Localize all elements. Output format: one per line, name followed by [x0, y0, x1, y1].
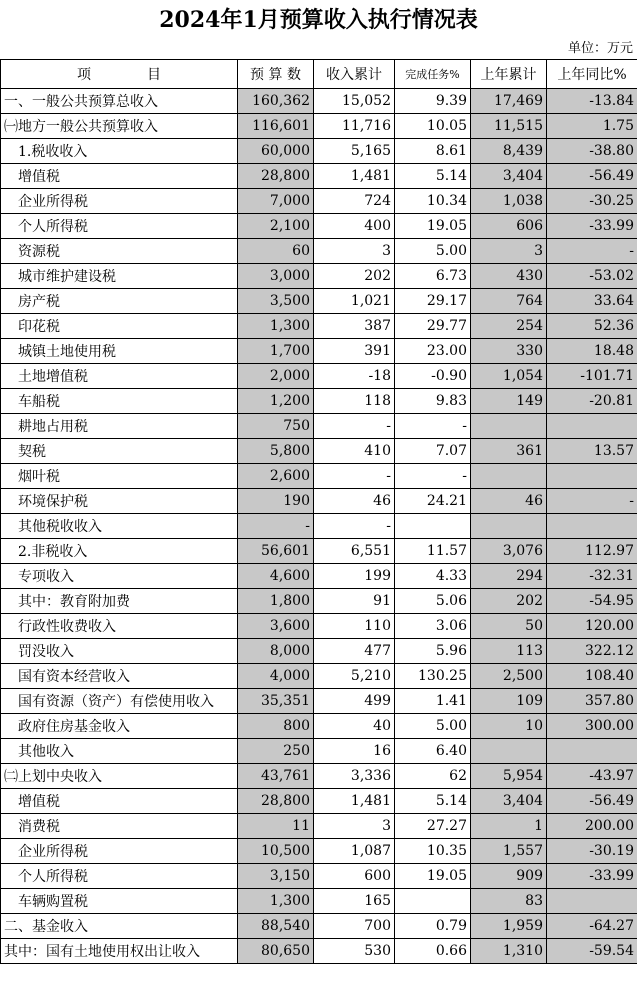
item-cell: 车船税 — [1, 389, 238, 414]
revenue-cell: 165 — [314, 889, 395, 914]
header-revenue-cumulative: 收入累计 — [314, 60, 395, 89]
header-completion-pct: 完成任务% — [395, 60, 471, 89]
completion-cell: 5.00 — [395, 239, 471, 264]
yoy-cell: -56.49 — [547, 789, 637, 814]
budget-cell: 3,150 — [238, 864, 314, 889]
item-cell: 2.非税收入 — [1, 539, 238, 564]
item-cell: 环境保护税 — [1, 489, 238, 514]
yoy-cell: 1.75 — [547, 114, 637, 139]
last-year-cell: 149 — [471, 389, 547, 414]
item-cell: 一、一般公共预算总收入 — [1, 89, 238, 114]
yoy-cell: 33.64 — [547, 289, 637, 314]
revenue-cell: 1,481 — [314, 789, 395, 814]
item-cell: 房产税 — [1, 289, 238, 314]
table-row — [1, 314, 637, 339]
last-year-cell: 113 — [471, 639, 547, 664]
budget-cell: 2,100 — [238, 214, 314, 239]
last-year-cell: 3,404 — [471, 164, 547, 189]
table-row — [1, 364, 637, 389]
budget-cell: 2,000 — [238, 364, 314, 389]
revenue-cell: 477 — [314, 639, 395, 664]
budget-cell: - — [238, 514, 314, 539]
yoy-cell: -59.54 — [547, 939, 637, 964]
item-cell: ㈡上划中央收入 — [1, 764, 238, 789]
last-year-cell: 2,500 — [471, 664, 547, 689]
last-year-cell: 1 — [471, 814, 547, 839]
revenue-cell: 40 — [314, 714, 395, 739]
revenue-cell: 3,336 — [314, 764, 395, 789]
revenue-cell: 91 — [314, 589, 395, 614]
item-cell: 个人所得税 — [1, 864, 238, 889]
completion-cell: 27.27 — [395, 814, 471, 839]
last-year-cell: 10 — [471, 714, 547, 739]
budget-cell: 3,600 — [238, 614, 314, 639]
table-row — [1, 839, 637, 864]
budget-cell: 60,000 — [238, 139, 314, 164]
budget-cell: 1,300 — [238, 314, 314, 339]
yoy-cell: 108.40 — [547, 664, 637, 689]
last-year-cell: 46 — [471, 489, 547, 514]
revenue-cell: 600 — [314, 864, 395, 889]
last-year-cell: 5,954 — [471, 764, 547, 789]
budget-cell: 1,800 — [238, 589, 314, 614]
completion-cell: 4.33 — [395, 564, 471, 589]
budget-cell: 88,540 — [238, 914, 314, 939]
table-row — [1, 664, 637, 689]
yoy-cell: -32.31 — [547, 564, 637, 589]
table-row — [1, 789, 637, 814]
revenue-cell: 410 — [314, 439, 395, 464]
table-row — [1, 139, 637, 164]
last-year-cell: 50 — [471, 614, 547, 639]
revenue-cell: 499 — [314, 689, 395, 714]
revenue-cell: 16 — [314, 739, 395, 764]
last-year-cell: 764 — [471, 289, 547, 314]
revenue-cell: 5,210 — [314, 664, 395, 689]
last-year-cell: 294 — [471, 564, 547, 589]
revenue-cell: 15,052 — [314, 89, 395, 114]
item-cell: 烟叶税 — [1, 464, 238, 489]
revenue-cell: -18 — [314, 364, 395, 389]
budget-cell: 11 — [238, 814, 314, 839]
budget-cell: 1,200 — [238, 389, 314, 414]
completion-cell: 10.05 — [395, 114, 471, 139]
item-cell: 车辆购置税 — [1, 889, 238, 914]
revenue-cell: - — [314, 514, 395, 539]
yoy-cell: - — [547, 489, 637, 514]
last-year-cell: 3,404 — [471, 789, 547, 814]
yoy-cell: -38.80 — [547, 139, 637, 164]
revenue-cell: 110 — [314, 614, 395, 639]
table-row — [1, 114, 637, 139]
last-year-cell: 17,469 — [471, 89, 547, 114]
completion-cell: 29.17 — [395, 289, 471, 314]
yoy-cell: 18.48 — [547, 339, 637, 364]
item-cell: 消费税 — [1, 814, 238, 839]
yoy-cell — [547, 889, 637, 914]
yoy-cell: 52.36 — [547, 314, 637, 339]
budget-cell: 160,362 — [238, 89, 314, 114]
yoy-cell: -53.02 — [547, 264, 637, 289]
revenue-cell: 724 — [314, 189, 395, 214]
budget-cell: 60 — [238, 239, 314, 264]
revenue-cell: 199 — [314, 564, 395, 589]
last-year-cell: 8,439 — [471, 139, 547, 164]
item-cell: 城市维护建设税 — [1, 264, 238, 289]
revenue-cell: 391 — [314, 339, 395, 364]
completion-cell: 19.05 — [395, 864, 471, 889]
table-row — [1, 214, 637, 239]
last-year-cell: 1,557 — [471, 839, 547, 864]
item-cell: 政府住房基金收入 — [1, 714, 238, 739]
completion-cell: 1.41 — [395, 689, 471, 714]
yoy-cell: - — [547, 239, 637, 264]
completion-cell: 10.34 — [395, 189, 471, 214]
last-year-cell: 1,054 — [471, 364, 547, 389]
revenue-cell: 6,551 — [314, 539, 395, 564]
budget-cell: 2,600 — [238, 464, 314, 489]
table-row — [1, 89, 637, 114]
table-row — [1, 414, 637, 439]
table-row — [1, 489, 637, 514]
budget-cell: 1,700 — [238, 339, 314, 364]
revenue-cell: 1,087 — [314, 839, 395, 864]
item-cell: 专项收入 — [1, 564, 238, 589]
completion-cell: 5.06 — [395, 589, 471, 614]
yoy-cell: 200.00 — [547, 814, 637, 839]
yoy-cell — [547, 739, 637, 764]
item-cell: 土地增值税 — [1, 364, 238, 389]
item-cell: 资源税 — [1, 239, 238, 264]
completion-cell: - — [395, 464, 471, 489]
completion-cell: - — [395, 414, 471, 439]
last-year-cell: 254 — [471, 314, 547, 339]
yoy-cell: 300.00 — [547, 714, 637, 739]
last-year-cell: 1,959 — [471, 914, 547, 939]
budget-cell: 116,601 — [238, 114, 314, 139]
last-year-cell — [471, 464, 547, 489]
last-year-cell: 330 — [471, 339, 547, 364]
completion-cell: 9.83 — [395, 389, 471, 414]
table-row — [1, 589, 637, 614]
completion-cell: -0.90 — [395, 364, 471, 389]
item-cell: 增值税 — [1, 789, 238, 814]
yoy-cell: 112.97 — [547, 539, 637, 564]
yoy-cell: 357.80 — [547, 689, 637, 714]
budget-cell: 4,600 — [238, 564, 314, 589]
item-cell: ㈠地方一般公共预算收入 — [1, 114, 238, 139]
revenue-cell: 700 — [314, 914, 395, 939]
table-row — [1, 564, 637, 589]
table-row — [1, 464, 637, 489]
completion-cell: 11.57 — [395, 539, 471, 564]
last-year-cell: 83 — [471, 889, 547, 914]
table-row — [1, 614, 637, 639]
yoy-cell: -43.97 — [547, 764, 637, 789]
header-item: 项 目 — [1, 60, 238, 89]
budget-cell: 750 — [238, 414, 314, 439]
revenue-cell: 1,481 — [314, 164, 395, 189]
revenue-cell: 5,165 — [314, 139, 395, 164]
page-title: 2024年1月预算收入执行情况表 — [159, 7, 478, 33]
yoy-cell — [547, 514, 637, 539]
budget-cell: 28,800 — [238, 164, 314, 189]
yoy-cell: -20.81 — [547, 389, 637, 414]
budget-cell: 35,351 — [238, 689, 314, 714]
revenue-cell: 530 — [314, 939, 395, 964]
table-row — [1, 164, 637, 189]
yoy-cell: 120.00 — [547, 614, 637, 639]
table-row — [1, 764, 637, 789]
table-row — [1, 689, 637, 714]
yoy-cell: -30.19 — [547, 839, 637, 864]
yoy-cell: 322.12 — [547, 639, 637, 664]
item-cell: 罚没收入 — [1, 639, 238, 664]
header-last-year-cumulative: 上年累计 — [471, 60, 547, 89]
completion-cell — [395, 514, 471, 539]
item-cell: 其中：教育附加费 — [1, 589, 238, 614]
completion-cell: 9.39 — [395, 89, 471, 114]
item-cell: 增值税 — [1, 164, 238, 189]
completion-cell: 5.96 — [395, 639, 471, 664]
budget-cell: 56,601 — [238, 539, 314, 564]
table-row — [1, 289, 637, 314]
table-row — [1, 714, 637, 739]
table-row — [1, 339, 637, 364]
budget-cell: 190 — [238, 489, 314, 514]
revenue-cell: 11,716 — [314, 114, 395, 139]
last-year-cell: 1,038 — [471, 189, 547, 214]
last-year-cell: 11,515 — [471, 114, 547, 139]
table-row — [1, 264, 637, 289]
last-year-cell: 202 — [471, 589, 547, 614]
header-yoy-pct: 上年同比% — [547, 60, 637, 89]
last-year-cell: 1,310 — [471, 939, 547, 964]
completion-cell: 8.61 — [395, 139, 471, 164]
revenue-cell: 1,021 — [314, 289, 395, 314]
budget-cell: 4,000 — [238, 664, 314, 689]
revenue-cell: 400 — [314, 214, 395, 239]
completion-cell: 0.79 — [395, 914, 471, 939]
completion-cell: 130.25 — [395, 664, 471, 689]
item-cell: 印花税 — [1, 314, 238, 339]
completion-cell: 62 — [395, 764, 471, 789]
yoy-cell: -101.71 — [547, 364, 637, 389]
revenue-cell: 202 — [314, 264, 395, 289]
unit-label: 单位：万元 — [567, 41, 633, 56]
completion-cell: 5.14 — [395, 789, 471, 814]
yoy-cell: -64.27 — [547, 914, 637, 939]
item-cell: 国有资源（资产）有偿使用收入 — [1, 689, 238, 714]
yoy-cell: 13.57 — [547, 439, 637, 464]
item-cell: 个人所得税 — [1, 214, 238, 239]
header-budget: 预 算 数 — [238, 60, 314, 89]
completion-cell: 10.35 — [395, 839, 471, 864]
table-row — [1, 939, 637, 964]
budget-cell: 1,300 — [238, 889, 314, 914]
table-row — [1, 189, 637, 214]
budget-cell: 10,500 — [238, 839, 314, 864]
last-year-cell — [471, 414, 547, 439]
budget-cell: 800 — [238, 714, 314, 739]
item-cell: 其他收入 — [1, 739, 238, 764]
budget-cell: 8,000 — [238, 639, 314, 664]
completion-cell: 0.66 — [395, 939, 471, 964]
budget-cell: 250 — [238, 739, 314, 764]
item-cell: 国有资本经营收入 — [1, 664, 238, 689]
last-year-cell: 606 — [471, 214, 547, 239]
item-cell: 行政性收费收入 — [1, 614, 238, 639]
item-cell: 其他税收收入 — [1, 514, 238, 539]
completion-cell: 6.40 — [395, 739, 471, 764]
table-row — [1, 864, 637, 889]
table-row — [1, 814, 637, 839]
item-cell: 1.税收收入 — [1, 139, 238, 164]
item-cell: 企业所得税 — [1, 189, 238, 214]
budget-cell: 3,500 — [238, 289, 314, 314]
revenue-cell: - — [314, 414, 395, 439]
completion-cell: 24.21 — [395, 489, 471, 514]
yoy-cell: -54.95 — [547, 589, 637, 614]
last-year-cell: 3,076 — [471, 539, 547, 564]
last-year-cell — [471, 514, 547, 539]
completion-cell: 3.06 — [395, 614, 471, 639]
yoy-cell: -33.99 — [547, 864, 637, 889]
yoy-cell: -13.84 — [547, 89, 637, 114]
item-cell: 其中：国有土地使用权出让收入 — [1, 939, 238, 964]
table-row — [1, 389, 637, 414]
table-header-row — [1, 60, 637, 89]
item-cell: 契税 — [1, 439, 238, 464]
completion-cell: 19.05 — [395, 214, 471, 239]
table-row — [1, 539, 637, 564]
revenue-cell: 3 — [314, 239, 395, 264]
table-row — [1, 739, 637, 764]
budget-cell: 80,650 — [238, 939, 314, 964]
item-cell: 耕地占用税 — [1, 414, 238, 439]
last-year-cell: 909 — [471, 864, 547, 889]
revenue-cell: 3 — [314, 814, 395, 839]
last-year-cell: 3 — [471, 239, 547, 264]
yoy-cell: -33.99 — [547, 214, 637, 239]
completion-cell: 6.73 — [395, 264, 471, 289]
last-year-cell — [471, 739, 547, 764]
table-row — [1, 439, 637, 464]
table-row — [1, 239, 637, 264]
table-row — [1, 639, 637, 664]
yoy-cell: -30.25 — [547, 189, 637, 214]
last-year-cell: 361 — [471, 439, 547, 464]
revenue-cell: 118 — [314, 389, 395, 414]
budget-cell: 43,761 — [238, 764, 314, 789]
table-row — [1, 514, 637, 539]
item-cell: 二、基金收入 — [1, 914, 238, 939]
last-year-cell: 109 — [471, 689, 547, 714]
revenue-cell: 46 — [314, 489, 395, 514]
budget-cell: 28,800 — [238, 789, 314, 814]
budget-cell: 5,800 — [238, 439, 314, 464]
completion-cell: 23.00 — [395, 339, 471, 364]
completion-cell: 29.77 — [395, 314, 471, 339]
revenue-cell: - — [314, 464, 395, 489]
item-cell: 城镇土地使用税 — [1, 339, 238, 364]
completion-cell: 7.07 — [395, 439, 471, 464]
completion-cell: 5.14 — [395, 164, 471, 189]
completion-cell — [395, 889, 471, 914]
yoy-cell — [547, 464, 637, 489]
budget-cell: 3,000 — [238, 264, 314, 289]
item-cell: 企业所得税 — [1, 839, 238, 864]
revenue-cell: 387 — [314, 314, 395, 339]
budget-cell: 7,000 — [238, 189, 314, 214]
last-year-cell: 430 — [471, 264, 547, 289]
yoy-cell — [547, 414, 637, 439]
table-row — [1, 889, 637, 914]
table-row — [1, 914, 637, 939]
yoy-cell: -56.49 — [547, 164, 637, 189]
completion-cell: 5.00 — [395, 714, 471, 739]
budget-table — [0, 59, 637, 964]
